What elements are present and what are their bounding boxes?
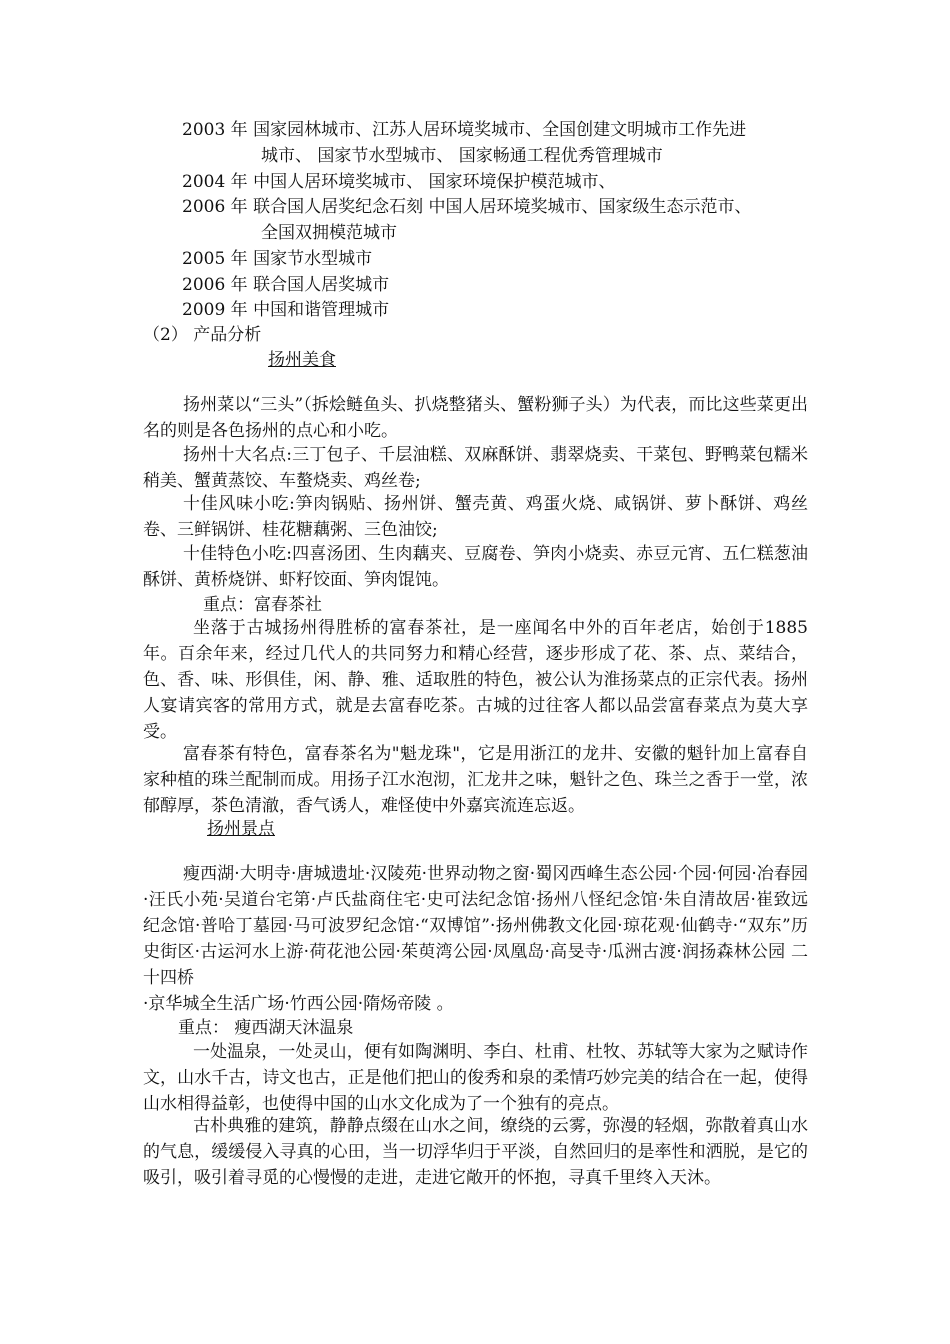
food-title: 扬州美食 — [268, 350, 336, 370]
food-focus-heading: 重点：富春茶社 — [203, 595, 322, 615]
section-heading: （2） 产品分析 — [143, 325, 262, 345]
food-famous: 扬州十大名点:三丁包子、千层油糕、双麻酥饼、翡翠烧卖、干菜包、野鸭菜包糯米稍美、蟹黄蒸饺、车螯烧卖、鸡丝卷; — [143, 445, 808, 491]
scenic-focus-paragraph: 一处温泉，一处灵山，便有如陶渊明、李白、杜甫、杜牧、苏轼等大家为之赋诗作文，山水千古，诗文也古，正是他们把山的俊秀和泉的柔情巧妙完美的结合在一起，使得山水相得益彰，也使得中国的山水文化成为了一个独有的亮点。 — [143, 1042, 808, 1114]
honor-line: 2009 年 中国和谐管理城市 — [182, 300, 390, 320]
food-focus-paragraph: 富春茶有特色，富春茶名为"魁龙珠"，它是用浙江的龙井、安徽的魁针加上富春自家种植的珠兰配制而成。用扬子江水泡沏，汇龙井之味，魁针之色、珠兰之香于一堂，浓郁醇厚，茶色清澈，香气诱人，难怪使中外嘉宾流连忘返。 — [143, 744, 808, 816]
scenic-focus-heading: 重点： 瘦西湖天沐温泉 — [178, 1018, 354, 1038]
honor-line: 2004 年 中国人居环境奖城市、 国家环境保护模范城市、 — [182, 172, 616, 192]
honor-line: 2006 年 联合国人居奖城市 — [182, 275, 390, 295]
food-intro: 扬州菜以“三头”（拆烩鲢鱼头、扒烧整猪头、蟹粉狮子头）为代表，而比这些菜更出名的则是各色扬州的点心和小吃。 — [143, 395, 808, 441]
food-special: 十佳特色小吃:四喜汤团、生肉藕夹、豆腐卷、笋肉小烧卖、赤豆元宵、五仁糕葱油酥饼、黄桥烧饼、虾籽饺面、笋肉馄饨。 — [143, 544, 808, 590]
scenic-title: 扬州景点 — [207, 819, 275, 839]
scenic-focus-paragraph: 古朴典雅的建筑，静静点缀在山水之间，缭绕的云雾，弥漫的轻烟，弥散着真山水的气息，缓缓侵入寻真的心田，当一切浮华归于平淡，自然回归的是率性和洒脱，是它的吸引，吸引着寻觅的心慢慢的走进，走进它敞开的怀抱，寻真千里终入天沐。 — [143, 1116, 808, 1188]
food-snacks: 十佳风味小吃:笋肉锅贴、扬州饼、蟹壳黄、鸡蛋火烧、咸锅饼、萝卜酥饼、鸡丝卷、三鲜锅饼、桂花糖藕粥、三色油饺; — [143, 494, 808, 540]
scenic-list-tail: ·京华城全生活广场·竹西公园·隋炀帝陵 。 — [143, 994, 454, 1014]
honor-line: 城市、 国家节水型城市、 国家畅通工程优秀管理城市 — [261, 146, 663, 166]
honor-line: 2005 年 国家节水型城市 — [182, 249, 373, 269]
food-focus-paragraph: 坐落于古城扬州得胜桥的富春茶社，是一座闻名中外的百年老店，始创于1885 年。百余年来，经过几代人的共同努力和精心经营，逐步形成了花、茶、点、菜结合，色、香、味、形俱佳，闲、静、雅、适取胜的特色，被公认为淮扬菜点的正宗代表。扬州人宴请宾客的常用方式，就是去富春吃茶。古城的过往客人都以品尝富春菜点为莫大享受。 — [143, 618, 808, 742]
scenic-list: 瘦西湖·大明寺·唐城遗址·汉陵苑·世界动物之窗·蜀冈西峰生态公园·个园·何园·冶春园·汪氏小苑·吴道台宅第·卢氏盐商住宅·史可法纪念馆·扬州八怪纪念馆·朱自清故居·崔致远纪念馆·普哈丁墓园·马可波罗纪念馆·“双博馆”·扬州佛教文化园·琼花观·仙鹤寺·“双东”历史街区·古运河水上游·荷花池公园·茱萸湾公园·凤凰岛·高旻寺·瓜洲古渡·润扬森林公园 二十四桥 — [143, 864, 808, 988]
honor-line: 2003 年 国家园林城市、江苏人居环境奖城市、全国创建文明城市工作先进 — [182, 120, 747, 140]
honor-line: 全国双拥模范城市 — [261, 223, 397, 243]
honor-line: 2006 年 联合国人居奖纪念石刻 中国人居环境奖城市、国家级生态示范市、 — [182, 197, 752, 217]
